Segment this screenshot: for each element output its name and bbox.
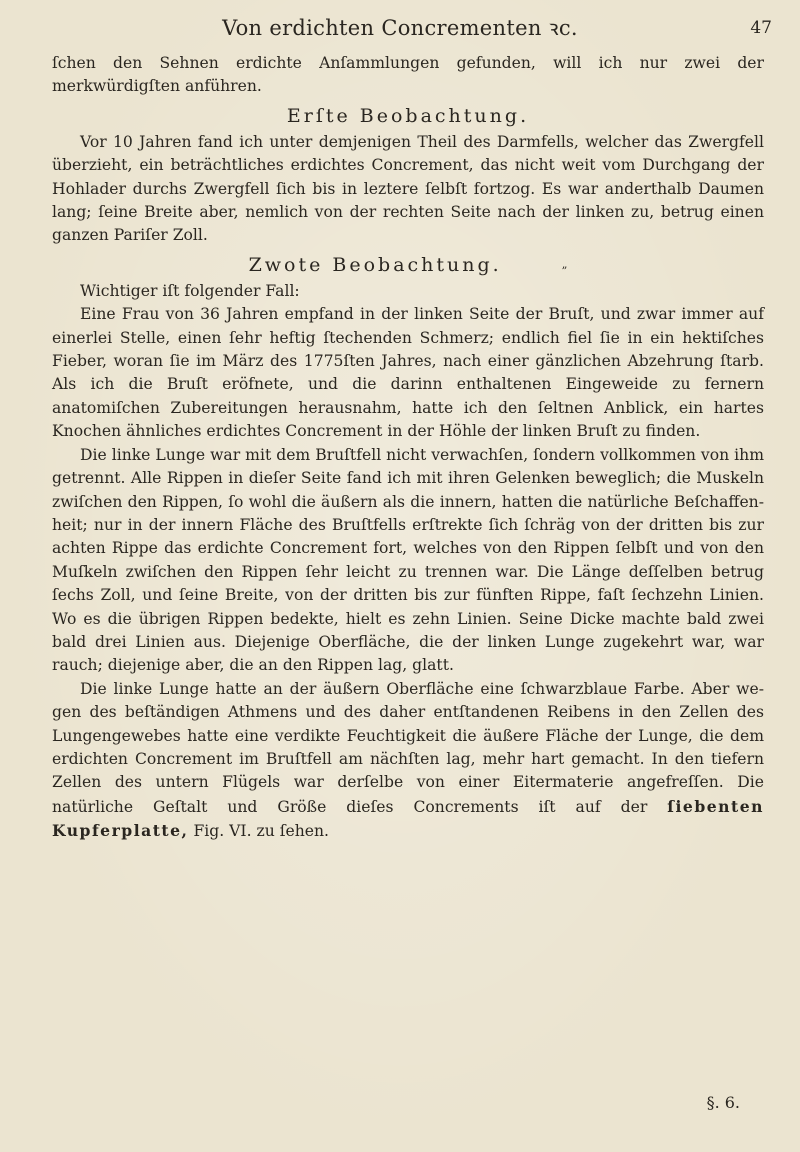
running-head <box>0 10 800 50</box>
second-observation-heading <box>52 252 764 278</box>
section-mark: §. 6. <box>706 1093 740 1112</box>
stray-mark: „ <box>561 257 568 271</box>
figure-reference: Fig. VI. zu ſehen. <box>193 822 329 841</box>
intro-paragraph: ſchen den Sehnen erdichte Anſammlungen gefunden, will ich nur zwei der merkwürdigſten anführen. <box>52 54 764 96</box>
plate-reference: ſiebenten Kupferplatte, <box>52 796 764 841</box>
case-paragraph-1: Eine Frau von 36 Jahren empfand in der linken Seite der Bruſt, und zwar immer auf einerlei Stelle, einen ſehr heftig ſtechenden Schmerz; endlich fiel ſie in ein hektiſches Fieber, woran ſie im März des 1775ſten Jahres, nach einer gänzlichen Abzehrung ſtarb. Als ich die Bruſt eröfnete, und die darinn enthaltenen Eingeweide zu fernern anatomiſchen Zubereitungen herausnahm, hatte ich den ſeltnen Anblick, ein hartes Knochen ähnliches erdichtes Concrement in der Höhle der linken Bruſt zu finden. <box>52 305 764 441</box>
second-observation-lead: Wichtiger iſt folgender Fall: <box>80 281 300 300</box>
first-observation-heading <box>52 103 764 129</box>
case-paragraph-3-text: Die linke Lunge hatte an der äußern Oberfläche eine ſchwarzblaue Farbe. Aber wegen des beſtändigen Athmens und des daher entſtandenen Reibens in den Zellen des Lungengewebes hatte eine verdikte Feuchtigkeit die äußere Fläche der Lunge, die dem erdichten Concrement im Bruſtfell am nächſten lag, mehr hart gemacht. In den tiefern Zellen des untern Flügels war derſelbe von einer Eitermaterie angefreſſen. Die natürliche Geſtalt und Größe dieſes Concrements iſt auf der <box>52 679 764 816</box>
case-paragraph-3 <box>52 678 764 844</box>
first-observation-title: Erſte Beobachtung. <box>286 104 530 127</box>
case-paragraph-2: Die linke Lunge war mit dem Bruſtfell nicht verwachſen, ſondern vollkommen von ihm getrennt. Alle Rippen in dieſer Seite fand ich mit ihren Gelenken beweglich; die Muskeln zwiſchen den Rippen, ſo wohl die äußern als die innern, hatten die natürliche Beſchaffenheit; nur in der innern Fläche des Bruſtfells erſtrekte ſich ſchräg von der dritten bis zur achten Rippe das erdichte Concrement fort, welches von den Rippen ſelbſt und von den Muſkeln zwiſchen den Rippen ſehr leicht zu trennen war. Die Länge deſſelben betrug ſechs Zoll, und ſeine Breite, von der dritten bis zur fünften Rippe, faſt ſechzehn Linien. Wo es die übrigen Rippen bedekte, hielt es zehn Linien. Seine Dicke machte bald zwei bald drei Linien aus. Diejenige Oberfläche, die der linken Lunge zugekehrt war, war rauch; diejenige aber, die an den Rippen lag, glatt. <box>52 445 764 675</box>
running-title: Von erdichten Concrementen ꝛc. <box>222 16 578 40</box>
first-observation-text: Vor 10 Jahren fand ich unter demjenigen Theil des Darmfells, welcher das Zwergfell überzieht, ein beträchtliches erdichtes Concrement, das nicht weit vom Durchgang der Hohlader durchs Zwergfell ſich bis in leztere ſelbſt fortzog. Es war anderthalb Daumen lang; ſeine Breite aber, nemlich von der rechten Seite nach der linken zu, betrug einen ganzen Pariſer Zoll. <box>52 132 764 245</box>
page-number: 47 <box>750 18 772 38</box>
second-observation-title: Zwote Beobachtung. <box>248 253 502 276</box>
body-text <box>52 52 764 844</box>
